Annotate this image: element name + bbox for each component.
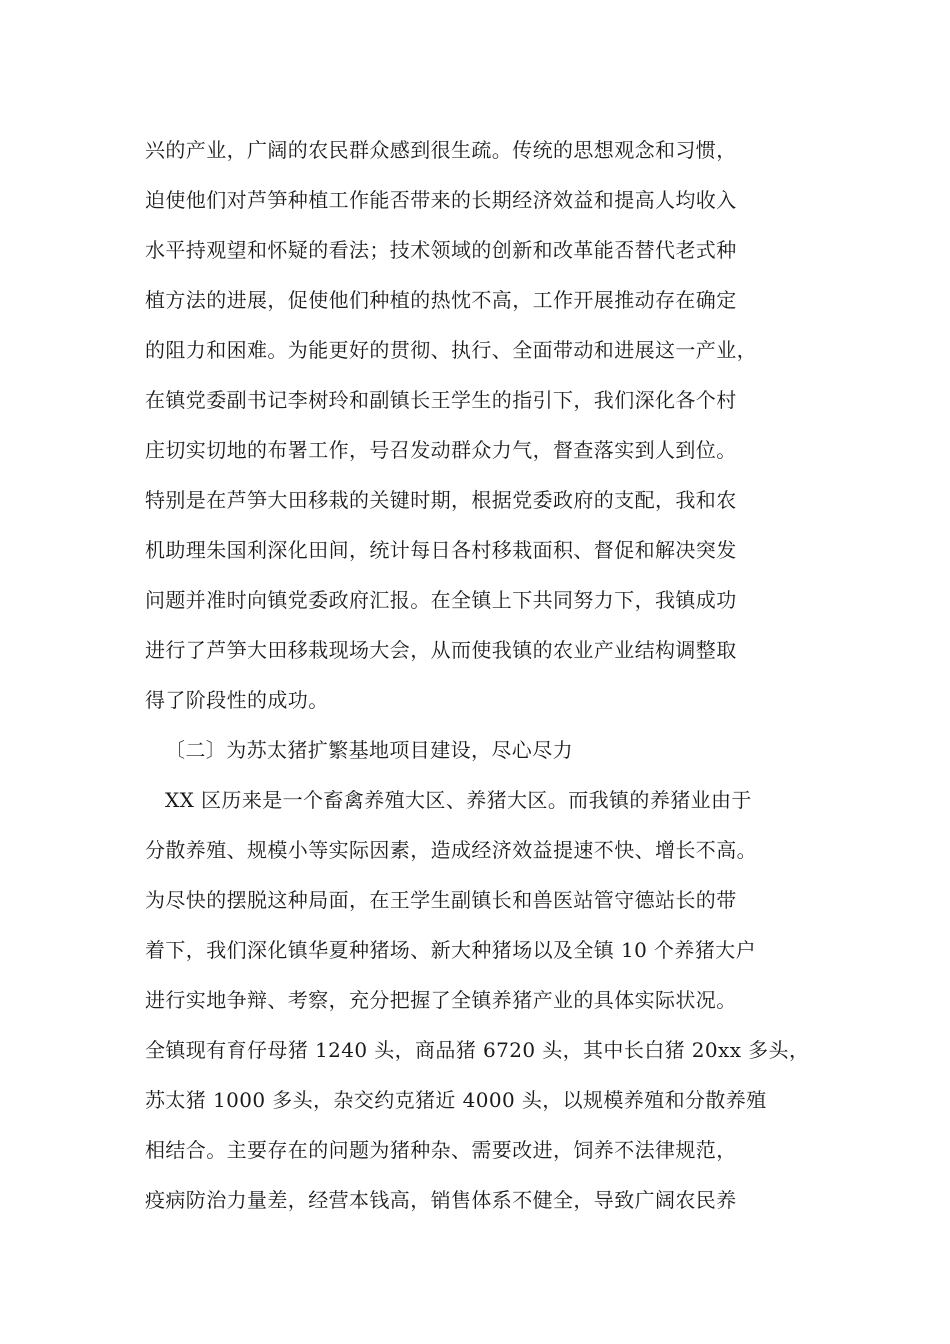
body-text-line: 兴的产业，广阔的农民群众感到很生疏。传统的思想观念和习惯， [145, 138, 737, 162]
body-text-line: 着下，我们深化镇华夏种猪场、新大种猪场以及全镇 10 个养猪大户 [145, 938, 756, 962]
body-text-line: 苏太猪 1000 多头，杂交约克猪近 4000 头，以规模养殖和分散养殖 [145, 1088, 767, 1112]
body-text-line: 的阻力和困难。为能更好的贯彻、执行、全面带动和进展这一产业， [145, 338, 757, 362]
body-text-line: 进行了芦笋大田移栽现场大会，从而使我镇的农业产业结构调整取 [145, 638, 737, 662]
body-text-line: 水平持观望和怀疑的看法；技术领域的创新和改革能否替代老式种 [145, 238, 737, 262]
body-text-line: 植方法的进展，促使他们种植的热忱不高，工作开展推动存在确定 [145, 288, 737, 312]
body-text-line: 迫使他们对芦笋种植工作能否带来的长期经济效益和提高人均收入 [145, 188, 737, 212]
body-text-line: 问题并准时向镇党委政府汇报。在全镇上下共同努力下，我镇成功 [145, 588, 737, 612]
section-heading: 〔二〕为苏太猪扩繁基地项目建设，尽心尽力 [165, 738, 573, 762]
body-text-line: XX 区历来是一个畜禽养殖大区、养猪大区。而我镇的养猪业由于 [165, 788, 752, 812]
body-text-line: 为尽快的摆脱这种局面，在王学生副镇长和兽医站管守德站长的带 [145, 888, 737, 912]
body-text-line: 相结合。主要存在的问题为猪种杂、需要改进，饲养不法律规范， [145, 1138, 737, 1162]
body-text-line: 全镇现有育仔母猪 1240 头，商品猪 6720 头，其中长白猪 20xx 多头， [145, 1038, 810, 1062]
body-text-line: 得了阶段性的成功。 [145, 688, 329, 712]
body-text-line: 机助理朱国利深化田间，统计每日各村移栽面积、督促和解决突发 [145, 538, 737, 562]
body-text-line: 在镇党委副书记李树玲和副镇长王学生的指引下，我们深化各个村 [145, 388, 737, 412]
body-text-line: 庄切实切地的布署工作，号召发动群众力气，督查落实到人到位。 [145, 438, 737, 462]
body-text-line: 分散养殖、规模小等实际因素，造成经济效益提速不快、增长不高。 [145, 838, 757, 862]
body-text-line: 疫病防治力量差，经营本钱高，销售体系不健全，导致广阔农民养 [145, 1188, 737, 1212]
body-text-line: 特别是在芦笋大田移栽的关键时期，根据党委政府的支配，我和农 [145, 488, 737, 512]
body-text-line: 进行实地争辩、考察，充分把握了全镇养猪产业的具体实际状况。 [145, 988, 737, 1012]
